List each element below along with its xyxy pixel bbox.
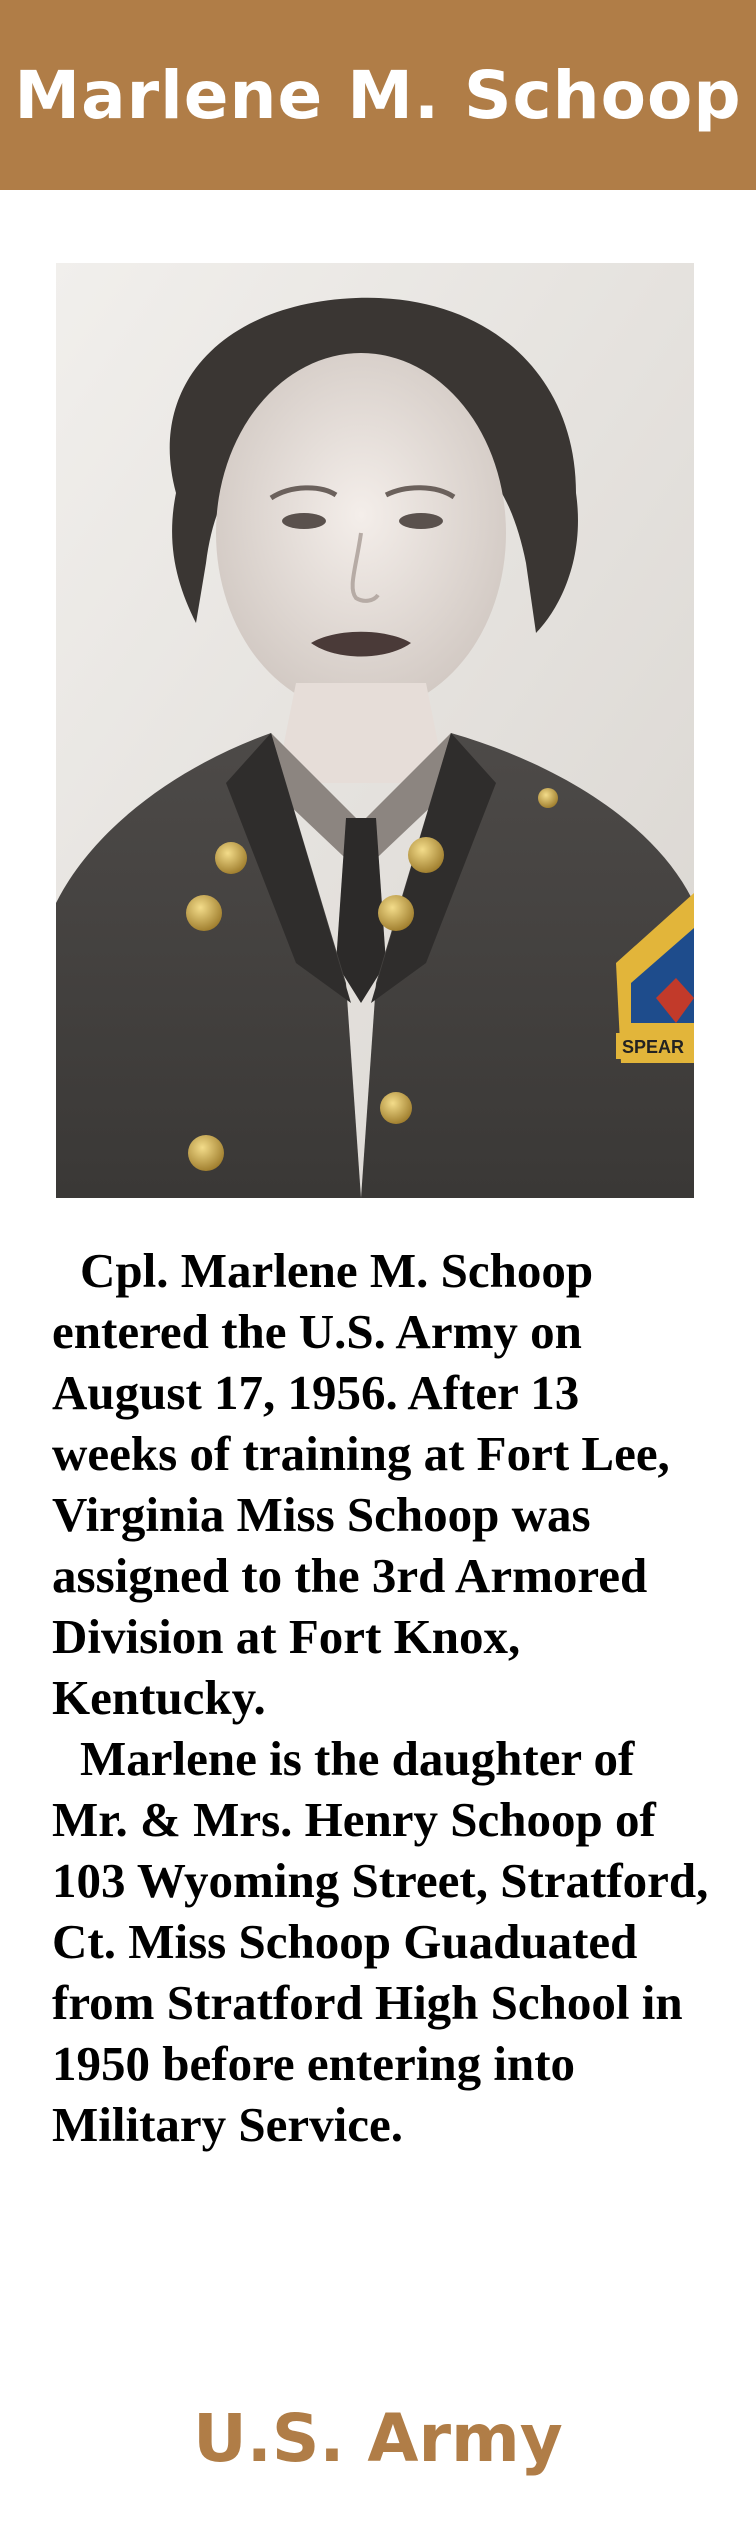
portrait-photo xyxy=(56,263,694,1198)
bio-paragraph: Marlene is the daughter of Mr. & Mrs. Henry Schoop of 103 Wyoming Street, Stratford, Ct. Miss Schoop Guaduated from Stratford High School in 1950 before entering into Military Service. xyxy=(52,1731,709,2152)
page-title: Marlene M. Schoop xyxy=(14,56,742,134)
name-banner xyxy=(0,0,756,190)
patch-text: SPEAR xyxy=(622,1037,685,1057)
biography xyxy=(52,1240,712,2155)
bio-paragraph: Cpl. Marlene M. Schoop entered the U.S. Army on August 17, 1956. After 13 weeks of training at Fort Lee, Virginia Miss Schoop was assigned to the 3rd Armored Division at Fort Knox, Kentucky. xyxy=(52,1243,670,1725)
branch-label: U.S. Army xyxy=(193,2400,563,2477)
